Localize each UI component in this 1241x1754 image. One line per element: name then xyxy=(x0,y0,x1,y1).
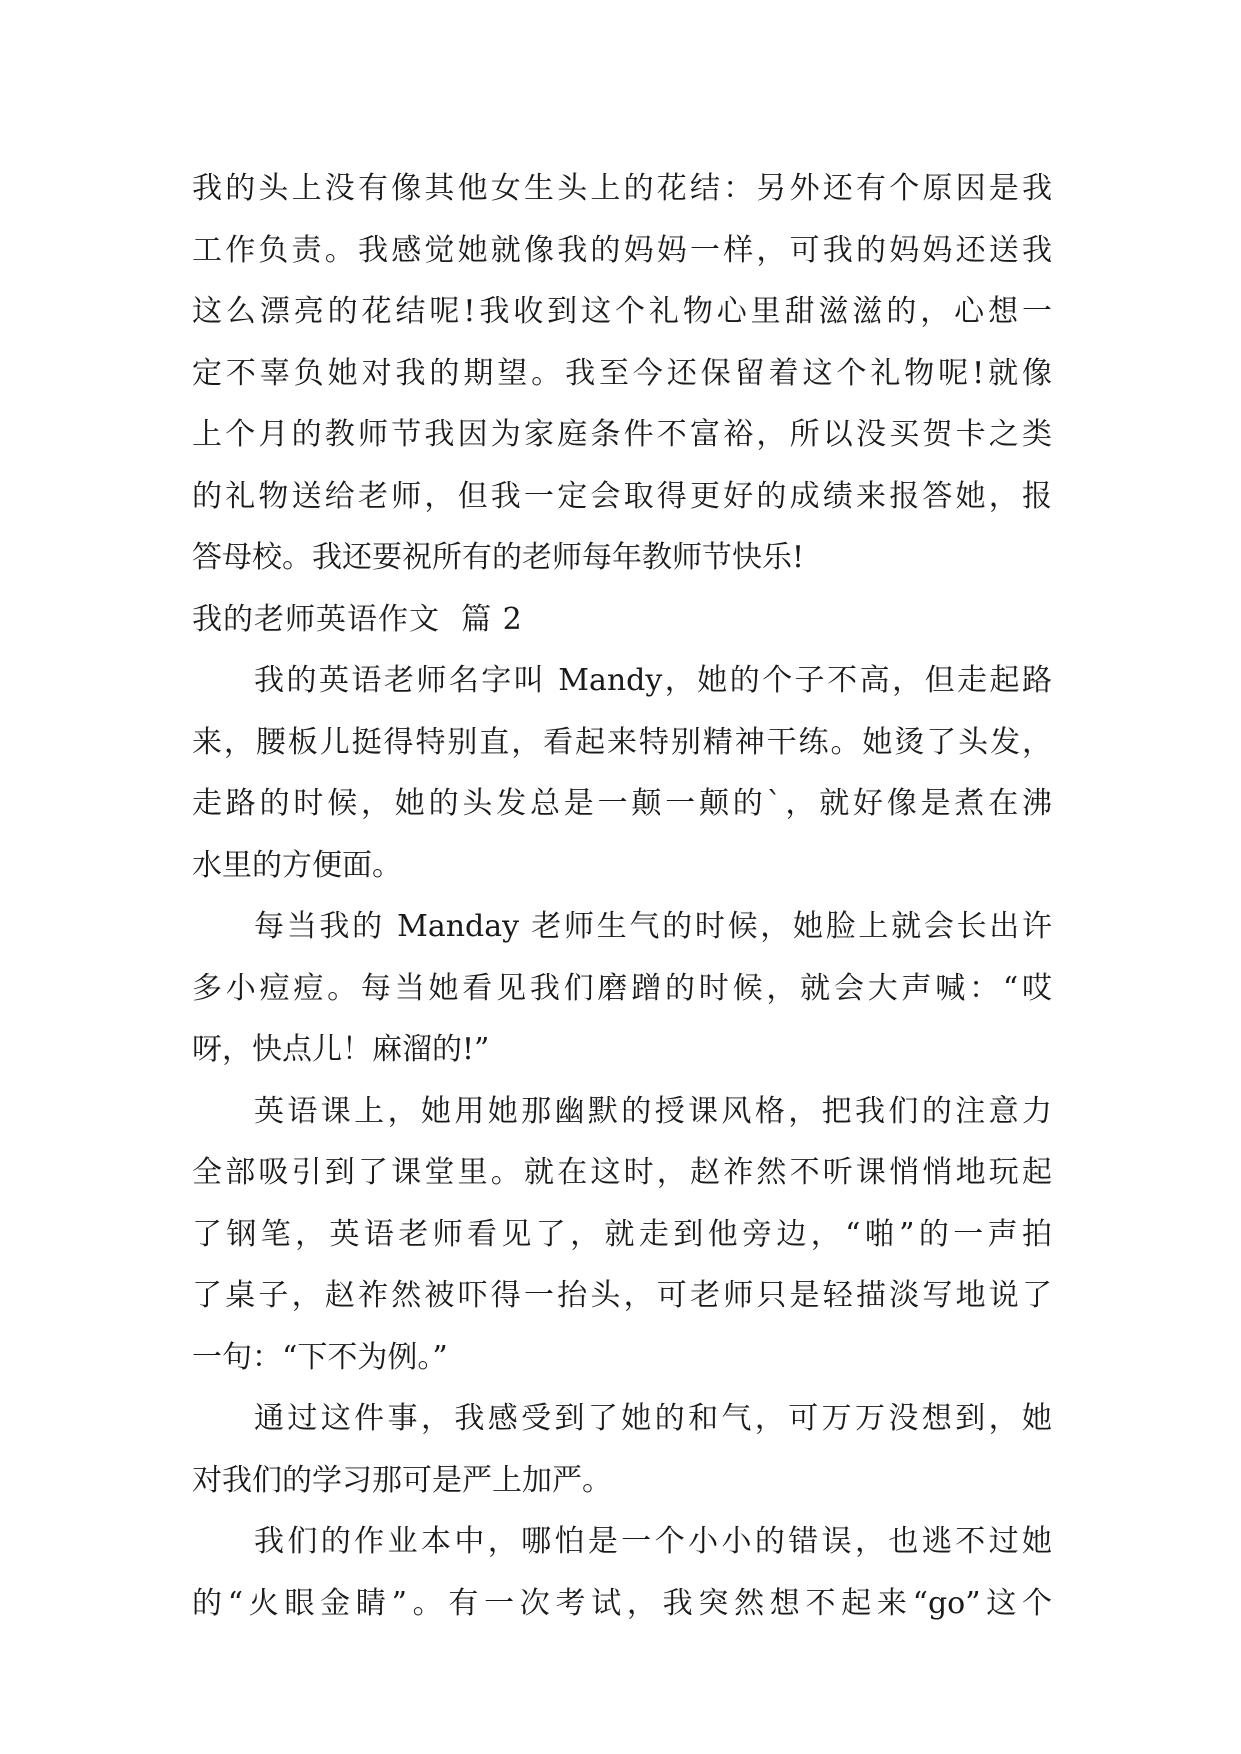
paragraph-1 xyxy=(192,158,1052,589)
paragraph-line: 走路的时候，她的头发总是一颠一颠的`，就好像是煮在沸 xyxy=(192,786,1052,821)
document-page xyxy=(192,158,1052,1634)
paragraph-line: 我们的作业本中，哪怕是一个小小的错误，也逃不过她 xyxy=(254,1524,1052,1559)
paragraph-line: 呀，快点儿！麻溜的!” xyxy=(192,1032,490,1067)
paragraph-line: 通过这件事，我感受到了她的和气，可万万没想到，她 xyxy=(254,1401,1052,1436)
paragraph-line: 英语课上，她用她那幽默的授课风格，把我们的注意力 xyxy=(254,1093,1052,1129)
section-heading: 我的老师英语作文 篇 2 xyxy=(192,601,523,637)
paragraph-line: 水里的方便面。 xyxy=(192,847,402,883)
paragraph-line: 一句：“下不为例。” xyxy=(192,1339,448,1375)
paragraph-6 xyxy=(192,1511,1052,1634)
paragraph-4 xyxy=(192,1081,1052,1389)
paragraph-line: 了钢笔，英语老师看见了，就走到他旁边，“啪”的一声拍 xyxy=(192,1216,1052,1252)
paragraph-line: 来，腰板儿挺得特别直，看起来特别精神干练。她烫了头发， xyxy=(192,724,1052,760)
paragraph-line: 工作负责。我感觉她就像我的妈妈一样，可我的妈妈还送我 xyxy=(192,232,1052,268)
paragraph-line: 对我们的学习那可是严上加严。 xyxy=(192,1462,612,1498)
paragraph-line: 每当我的 Manday 老师生气的时候，她脸上就会长出许 xyxy=(254,909,1052,944)
paragraph-2 xyxy=(192,650,1052,896)
paragraph-line: 定不辜负她对我的期望。我至今还保留着这个礼物呢!就像 xyxy=(192,355,1052,391)
paragraph-5 xyxy=(192,1388,1052,1511)
paragraph-line: 我的英语老师名字叫 Mandy，她的个子不高，但走起路 xyxy=(254,663,1052,698)
paragraph-line: 全部吸引到了课堂里。就在这时，赵祚然不听课悄悄地玩起 xyxy=(192,1155,1052,1190)
paragraph-line: 的礼物送给老师，但我一定会取得更好的成绩来报答她，报 xyxy=(192,478,1052,514)
paragraph-line: 答母校。我还要祝所有的老师每年教师节快乐! xyxy=(192,540,805,575)
paragraph-line: 上个月的教师节我因为家庭条件不富裕，所以没买贺卡之类 xyxy=(192,417,1052,452)
paragraph-line: 多小痘痘。每当她看见我们磨蹭的时候，就会大声喊：“哎 xyxy=(192,970,1052,1006)
paragraph-3 xyxy=(192,896,1052,1081)
paragraph-line: 了桌子，赵祚然被吓得一抬头，可老师只是轻描淡写地说了 xyxy=(192,1278,1052,1313)
paragraph-line: 我的头上没有像其他女生头上的花结：另外还有个原因是我 xyxy=(192,171,1052,206)
paragraph-line: 的“火眼金睛”。有一次考试，我突然想不起来“go”这个 xyxy=(192,1585,1052,1621)
paragraph-line: 这么漂亮的花结呢!我收到这个礼物心里甜滋滋的，心想一 xyxy=(192,294,1052,329)
